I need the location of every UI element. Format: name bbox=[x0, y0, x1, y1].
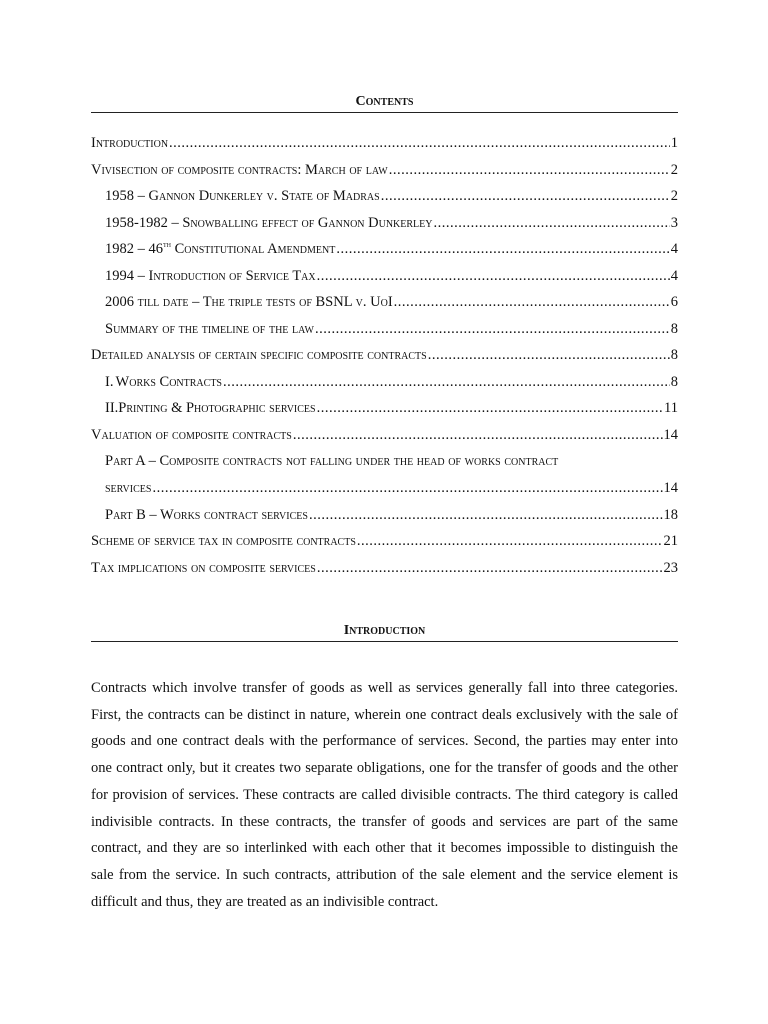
toc-leader-dots bbox=[336, 241, 669, 258]
toc-page-number: 8 bbox=[670, 320, 678, 337]
toc-entry-title: Tax implications on composite services bbox=[91, 559, 316, 576]
introduction-paragraph: Contracts which involve transfer of goods as well as services generally fall into three categories. First, the contracts can be distinct in nature, wherein one contract deals exclusively with the sale of goods and one contract deals with the performance of services. Second, the parties may enter into one contract only, but it creates two separate obligations, one for the transfer of goods and the other for provision of services. These contracts are called divisible contracts. The third category is called indivisible contracts. In these contracts, the transfer of goods and services are part of the same contract, and they are so interlinked with each other that it becomes impossible to distinguish the sale from the service. In such contracts, attribution of the sale element and the service element is difficult and thus, they are treated as an indivisible contract. bbox=[91, 680, 678, 910]
toc-entry-amendment[interactable] bbox=[91, 241, 678, 268]
toc-entry-numeral: II. bbox=[105, 400, 119, 416]
toc-entry-title: Summary of the timeline of the law bbox=[105, 320, 314, 337]
toc-entry-scheme[interactable] bbox=[91, 533, 678, 560]
toc-entry-works-contracts[interactable] bbox=[91, 374, 678, 401]
toc-entry-title: Works Contracts bbox=[115, 373, 222, 390]
toc-entry-printing[interactable] bbox=[91, 400, 678, 427]
toc-page-number: 14 bbox=[663, 426, 678, 443]
toc-leader-dots bbox=[389, 162, 670, 179]
toc-page-number: 21 bbox=[663, 533, 678, 549]
toc-amendment-year: 1982 – 46 bbox=[105, 241, 163, 257]
toc-leader-dots bbox=[434, 215, 670, 232]
toc-amendment-ordinal: th bbox=[163, 239, 171, 249]
toc-entry-tax-implications[interactable] bbox=[91, 560, 678, 587]
toc-entry-part-a-continued[interactable] bbox=[91, 480, 678, 507]
toc-entry-title: Valuation of composite contracts bbox=[91, 426, 292, 443]
toc-entry-part-b[interactable] bbox=[91, 507, 678, 534]
toc-entry-title: 1958-1982 – Snowballing effect of Gannon Dunkerley bbox=[105, 214, 433, 231]
toc-entry-introduction[interactable] bbox=[91, 135, 678, 162]
toc-entry-title: Printing & Photographic services bbox=[118, 400, 316, 416]
table-of-contents bbox=[91, 135, 678, 586]
toc-page-number: 4 bbox=[670, 267, 678, 284]
toc-page-number: 23 bbox=[663, 559, 678, 576]
toc-leader-dots bbox=[293, 427, 663, 444]
toc-entry-title bbox=[105, 241, 335, 258]
toc-leader-dots bbox=[357, 533, 663, 550]
toc-entry-snowballing[interactable] bbox=[91, 215, 678, 242]
toc-leader-dots bbox=[394, 294, 670, 311]
toc-leader-dots bbox=[317, 560, 663, 577]
toc-leader-dots bbox=[315, 321, 670, 338]
toc-page-number: 3 bbox=[670, 214, 678, 231]
document-page bbox=[91, 0, 678, 915]
toc-leader-dots bbox=[317, 400, 663, 417]
toc-leader-dots bbox=[381, 188, 670, 205]
toc-leader-dots bbox=[309, 507, 663, 524]
toc-leader-dots bbox=[317, 268, 670, 285]
toc-entry-title: 2006 till date – The triple tests of BSNL v. UoI bbox=[105, 294, 393, 310]
toc-entry-title: Part B – Works contract services bbox=[105, 506, 308, 523]
toc-page-number: 6 bbox=[670, 294, 678, 310]
toc-page-number: 8 bbox=[670, 373, 678, 390]
toc-amendment-name: Constitutional Amendment bbox=[171, 241, 336, 257]
toc-leader-dots bbox=[169, 135, 670, 152]
toc-leader-dots bbox=[428, 347, 670, 364]
toc-page-number: 2 bbox=[670, 188, 678, 204]
toc-page-number: 11 bbox=[664, 400, 678, 416]
toc-leader-dots bbox=[152, 480, 662, 497]
introduction-heading: Introduction bbox=[91, 623, 678, 642]
toc-page-number: 2 bbox=[670, 161, 678, 178]
toc-entry-part-a[interactable] bbox=[91, 453, 678, 480]
toc-entry-numeral: I. bbox=[105, 373, 114, 390]
toc-entry-vivisection[interactable] bbox=[91, 162, 678, 189]
contents-heading: Contents bbox=[91, 94, 678, 113]
toc-entry-title: Detailed analysis of certain specific composite contracts bbox=[91, 347, 427, 363]
toc-entry-triple-tests[interactable] bbox=[91, 294, 678, 321]
toc-entry-summary[interactable] bbox=[91, 321, 678, 348]
toc-page-number: 4 bbox=[670, 241, 678, 257]
toc-page-number: 18 bbox=[663, 506, 678, 523]
toc-entry-gannon[interactable] bbox=[91, 188, 678, 215]
toc-entry-title: Vivisection of composite contracts: March of law bbox=[91, 161, 388, 178]
toc-entry-title: 1994 – Introduction of Service Tax bbox=[105, 267, 316, 284]
toc-page-number: 14 bbox=[663, 480, 678, 496]
toc-entry-title: Scheme of service tax in composite contracts bbox=[91, 533, 356, 549]
toc-entry-title: 1958 – Gannon Dunkerley v. State of Madras bbox=[105, 188, 380, 204]
toc-entry-service-tax[interactable] bbox=[91, 268, 678, 295]
toc-page-number: 1 bbox=[670, 135, 678, 151]
toc-entry-title: Part A – Composite contracts not falling under the head of works contract bbox=[105, 453, 559, 469]
toc-leader-dots bbox=[223, 374, 670, 391]
toc-page-number: 8 bbox=[670, 347, 678, 363]
toc-entry-title: Introduction bbox=[91, 135, 169, 151]
toc-entry-valuation[interactable] bbox=[91, 427, 678, 454]
toc-entry-detailed-analysis[interactable] bbox=[91, 347, 678, 374]
toc-entry-title: services bbox=[105, 480, 152, 496]
